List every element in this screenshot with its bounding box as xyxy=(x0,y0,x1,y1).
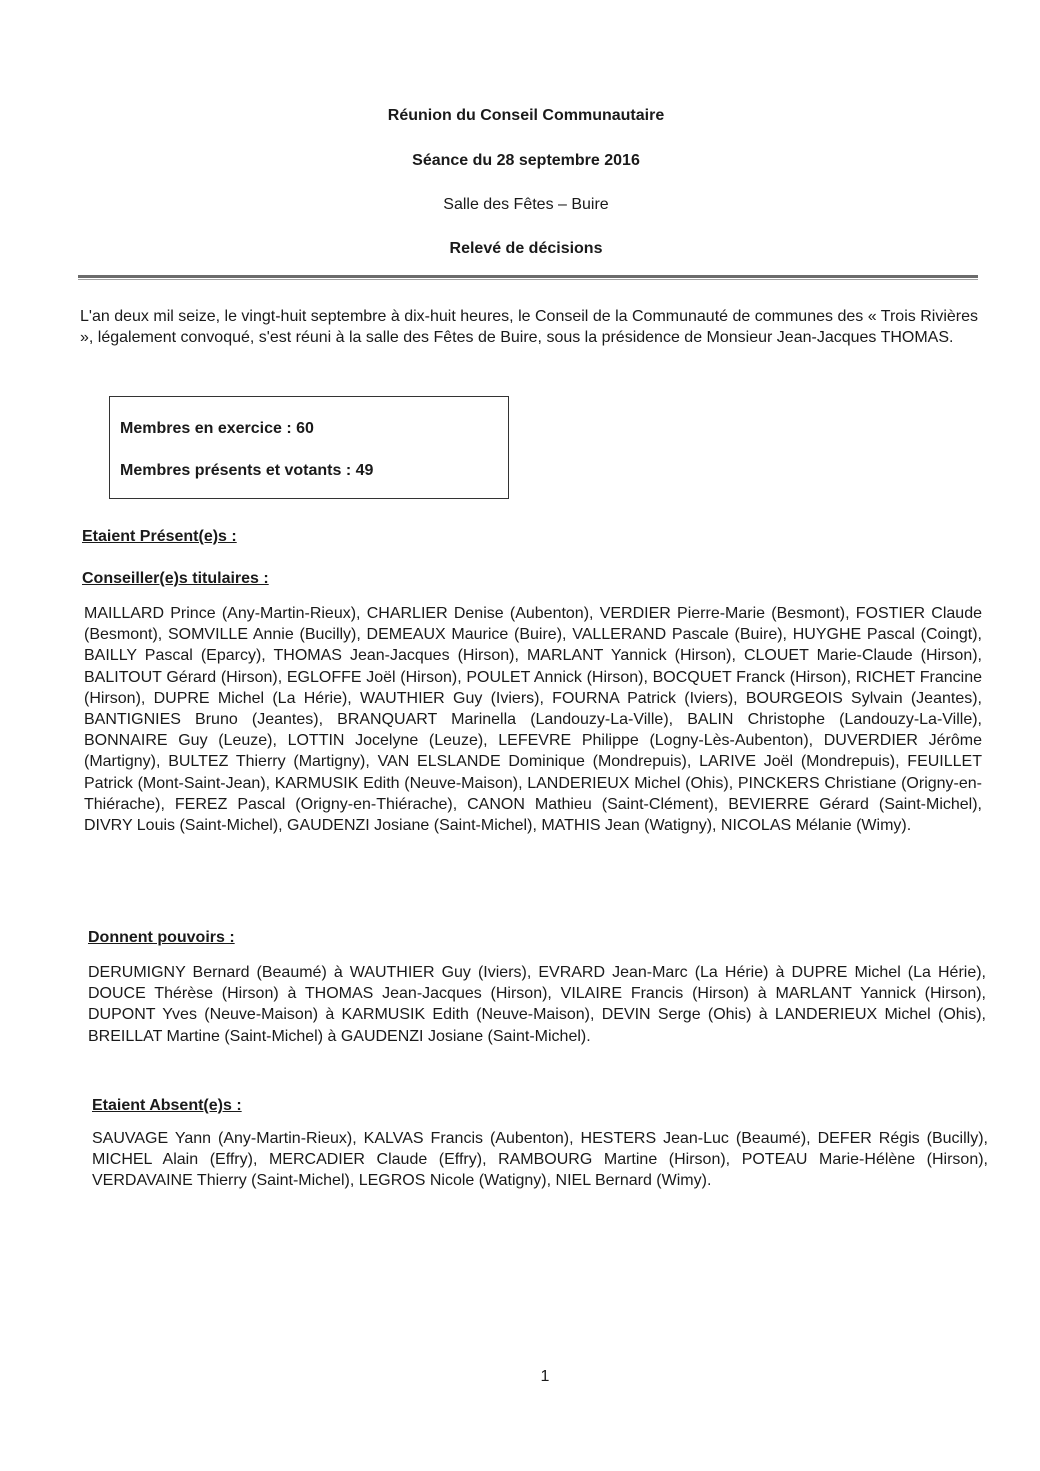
intro-paragraph: L'an deux mil seize, le vingt-huit septembre à dix-huit heures, le Conseil de la Communauté de communes des « Trois Rivières », légalement convoqué, s'est réuni à la salle des Fêtes de Buire, sous la présidence de Monsieur Jean-Jacques THOMAS. xyxy=(80,308,978,346)
members-present-voting: Membres présents et votants : 49 xyxy=(120,462,374,479)
absents-heading: Etaient Absent(e)s : xyxy=(92,1097,242,1114)
members-summary-box xyxy=(109,396,509,499)
header-divider xyxy=(78,275,978,278)
header-divider-shadow xyxy=(78,279,978,280)
absents-list: SAUVAGE Yann (Any-Martin-Rieux), KALVAS Francis (Aubenton), HESTERS Jean-Luc (Beaumé), DEFER Régis (Bucilly), MICHEL Alain (Effry), MERCADIER Claude (Effry), RAMBOURG Martine (Hirson), POTEAU Marie-Hélène (Hirson), VERDAVAINE Thierry (Saint-Michel), LEGROS Nicole (Watigny), NIEL Bernard (Wimy). xyxy=(92,1130,988,1190)
document-subtitle: Relevé de décisions xyxy=(449,240,603,257)
present-heading: Etaient Présent(e)s : xyxy=(82,528,237,545)
document-title: Réunion du Conseil Communautaire xyxy=(387,107,665,124)
pouvoirs-heading: Donnent pouvoirs : xyxy=(88,929,235,946)
titulaires-heading: Conseiller(e)s titulaires : xyxy=(82,570,269,587)
titulaires-list: MAILLARD Prince (Any-Martin-Rieux), CHARLIER Denise (Aubenton), VERDIER Pierre-Marie (Besmont), FOSTIER Claude (Besmont), SOMVILLE Annie (Bucilly), DEMEAUX Maurice (Buire), VALLERAND Pascale (Buire), HUYGHE Pascal (Coingt), BAILLY Pascal (Eparcy), THOMAS Jean-Jacques (Hirson), MARLANT Yannick (Hirson), CLOUET Marie-Claude (Hirson), BALITOUT Gérard (Hirson), EGLOFFE Joël (Hirson), POULET Annick (Hirson), BOCQUET Franck (Hirson), RICHET Francine (Hirson), DUPRE Michel (La Hérie), WAUTHIER Guy (Iviers), FOURNA Patrick (Iviers), BOURGEOIS Sylvain (Jeantes), BANTIGNIES Bruno (Jeantes), BRANQUART Marinella (Landouzy-La-Ville), BALIN Christophe (Landouzy-La-Ville), BONNAIRE Guy (Leuze), LOTTIN Jocelyne (Leuze), LEFEVRE Philippe (Logny-Lès-Aubenton), DUVERDIER Jérôme (Martigny), BULTEZ Thierry (Martigny), VAN ELSLANDE Dominique (Mondrepuis), LARIVE Joël (Mondrepuis), FEUILLET Patrick (Mont-Saint-Jean), KARMUSIK Edith (Neuve-Maison), LANDERIEUX Michel (Ohis), PINCKERS Christiane (Origny-en-Thiérache), FEREZ Pascal (Origny-en-Thiérache), CANON Mathieu (Saint-Clément), BEVIERRE Gérard (Saint-Michel), DIVRY Louis (Saint-Michel), GAUDENZI Josiane (Saint-Michel), MATHIS Jean (Watigny), NICOLAS Mélanie (Wimy). xyxy=(84,605,982,835)
pouvoirs-list: DERUMIGNY Bernard (Beaumé) à WAUTHIER Guy (Iviers), EVRARD Jean-Marc (La Hérie) à DUPRE Michel (La Hérie), DOUCE Thérèse (Hirson) à THOMAS Jean-Jacques (Hirson), VILAIRE Francis (Hirson) à MARLANT Yannick (Hirson), DUPONT Yves (Neuve-Maison) à KARMUSIK Edith (Neuve-Maison), DEVIN Serge (Ohis) à LANDERIEUX Michel (Ohis), BREILLAT Martine (Saint-Michel) à GAUDENZI Josiane (Saint-Michel). xyxy=(88,964,986,1045)
venue: Salle des Fêtes – Buire xyxy=(443,196,609,213)
session-date: Séance du 28 septembre 2016 xyxy=(412,152,640,169)
page-number: 1 xyxy=(540,1368,550,1385)
members-in-office: Membres en exercice : 60 xyxy=(120,420,314,437)
